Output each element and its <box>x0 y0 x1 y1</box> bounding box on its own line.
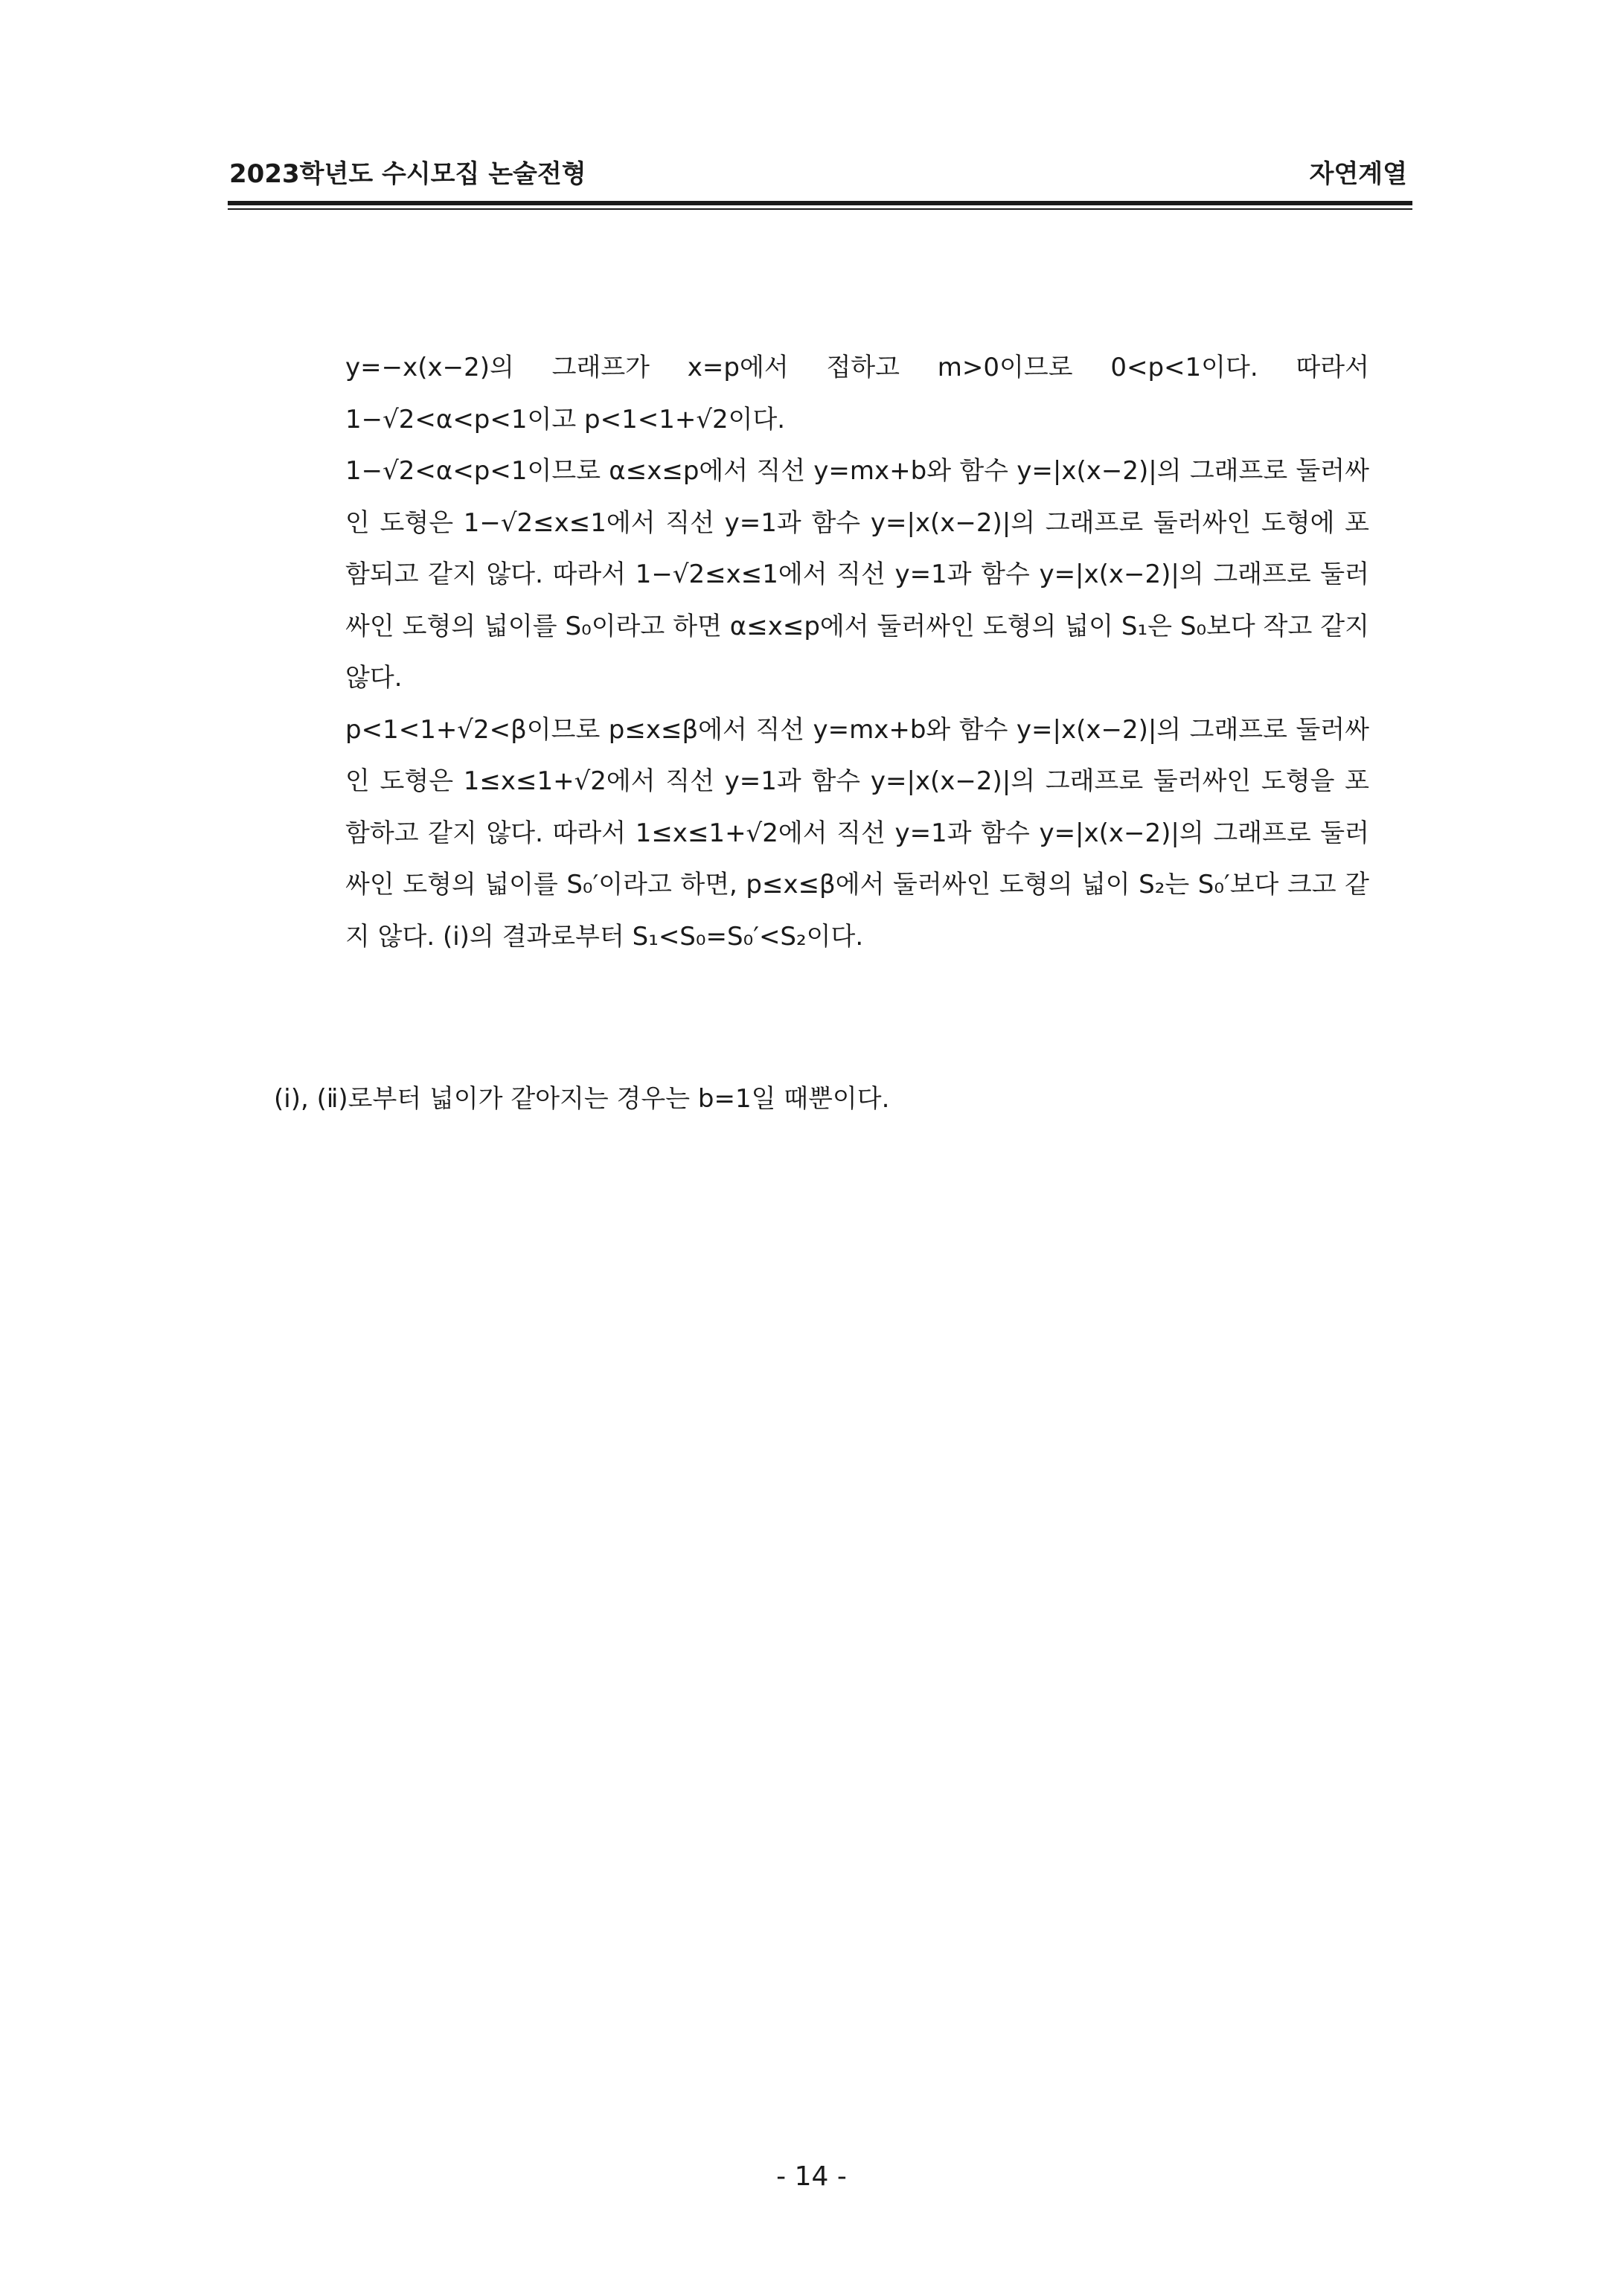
track-label: 자연계열 <box>1309 159 1407 189</box>
conclusion-line: (ⅰ), (ⅱ)로부터 넓이가 같아지는 경우는 b=1일 때뿐이다. <box>274 1084 890 1114</box>
paragraph-right-region: p<1<1+√2<β이므로 p≤x≤β에서 직선 y=mx+b와 함수 y=|x(x−2)|의 그래프로 둘러싸인 도형은 1≤x≤1+√2에서 직선 y=1과 함수 y=|x(x−2)|의 그래프로 둘러싸인 도형을 포함하고 같지 않다. 따라서 1≤x≤1+√2에서 직선 y=1과 함수 y=|x(x−2)|의 그래프로 둘러싸인 도형의 넓이를 S₀′이라고 하면, p≤x≤β에서 둘러싸인 도형의 넓이 S₂는 S₀′보다 크고 같지 않다. (ⅰ)의 결과로부터 S₁<S₀=S₀′<S₂이다. <box>345 714 1369 952</box>
paragraph-left-region: 1−√2<α<p<1이므로 α≤x≤p에서 직선 y=mx+b와 함수 y=|x(x−2)|의 그래프로 둘러싸인 도형은 1−√2≤x≤1에서 직선 y=1과 함수 y=|x(x−2)|의 그래프로 둘러싸인 도형에 포함되고 같지 않다. 따라서 1−√2≤x≤1에서 직선 y=1과 함수 y=|x(x−2)|의 그래프로 둘러싸인 도형의 넓이를 S₀이라고 하면 α≤x≤p에서 둘러싸인 도형의 넓이 S₁은 S₀보다 작고 같지 않다. <box>345 456 1369 693</box>
exam-title: 2023학년도 수시모집 논술전형 <box>229 159 586 189</box>
page-number: - 14 - <box>776 2161 847 2192</box>
header-rule-thick <box>228 201 1412 205</box>
header-rule-thin <box>228 208 1412 210</box>
solution-body <box>345 342 1369 963</box>
paragraph-tangent-condition: y=−x(x−2)의 그래프가 x=p에서 접하고 m>0이므로 0<p<1이다. 따라서 1−√2<α<p<1이고 p<1<1+√2이다. <box>345 353 1369 434</box>
